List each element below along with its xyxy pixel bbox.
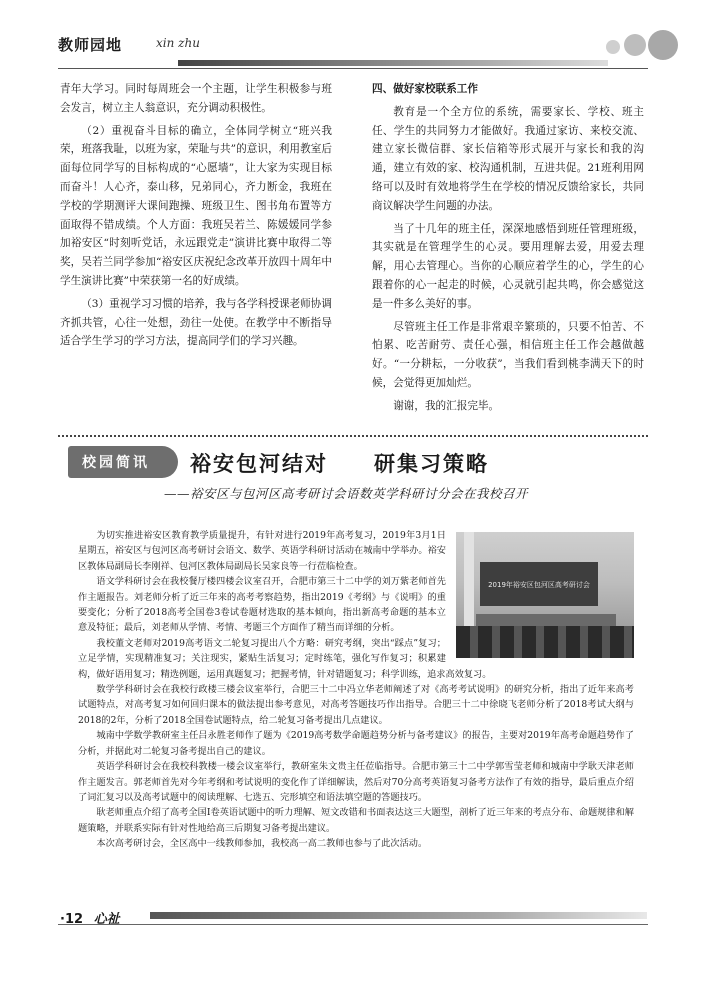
news-tag-label: 校园简讯 — [82, 455, 150, 471]
article-paragraph: （2）重视奋斗目标的确立，全体同学树立“班兴我荣，班落我耻，以班为家，荣耻与共”的意识，利用教室后面每位同学写的目标构成的“心愿墙”，让大家为实现目标而奋斗！人心齐，泰山移，兄弟同心，齐力断金，我班在学校的学期测评大课间跑操、班级卫生、图书角布置等方面取得不错成绩。个人方面：我班吴若兰、陈媛媛同学参加裕安区“时刻听党话，永远跟党走”演讲比赛中取得二等奖，吴若兰同学参加“裕安区庆祝纪念改革开放四十周年中学生演讲比赛”中荣获第一名的好成绩。 — [60, 124, 332, 287]
page-number: ·12 — [60, 912, 84, 927]
news-paragraph: 数学学科研讨会在我校行政楼三楼会议室举行，合肥三十二中冯立华老师阐述了对《高考考试说明》的研究分析，指出了近年来高考试题特点，对高考复习如何回归课本的做法提出参考意见，对高考答题技巧作出指导。合肥三十二中徐晓飞老师分析了2018考试大纲与2018的2年，分析了2018全国卷试题特点，给二轮复习备考提出几点建议。 — [78, 684, 634, 726]
news-paragraph: 英语学科研讨会在我校科教楼一楼会议室举行，教研室朱文贵主任莅临指导。合肥市第三十二中学郭雪莹老师和城南中学耿天津老师作主题发言。郭老师首先对今年考纲和考试说明的变化作了详细解读，然后对70分高考英语复习备考方法作了有效的指导，最后重点介绍了词汇复习以及高考试题中的阅读理解、七选五、完形填空和语法填空题的答题技巧。 — [78, 761, 634, 803]
article-right-column — [372, 80, 644, 420]
footer-rule — [58, 924, 648, 925]
footer-gradient-bar — [150, 912, 647, 919]
article-paragraph: 青年大学习。同时每周班会一个主题，让学生积极参与班会发言，树立主人翁意识，充分调动积极性。 — [60, 83, 332, 114]
decorative-circle — [624, 34, 646, 56]
article-paragraph: （3）重视学习习惯的培养，我与各学科授课老师协调齐抓共管，心往一处想，劲往一处使。在教学中不断指导适合学生学习的学习方法，提高同学们的学习兴趣。 — [60, 297, 332, 348]
news-paragraph: 本次高考研讨会，全区高中一线教师参加，我校高一高二教师也参与了此次活动。 — [96, 838, 428, 850]
article-paragraph: 尽管班主任工作是非常艰辛繁琐的，只要不怕苦、不怕累、吃苦耐劳、责任心强，相信班主任工作会越做越好。“一分耕耘，一分收获”，当我们看到桃李满天下的时候，会觉得更加灿烂。 — [372, 320, 644, 389]
screen-caption: 2019年裕安区包河区高考研讨会 — [488, 581, 590, 589]
article-paragraph: 谢谢，我的汇报完毕。 — [393, 399, 500, 412]
projection-screen — [480, 562, 598, 606]
news-paragraph: 为切实推进裕安区教育教学质量提升，有针对进行2019年高考复习，2019年3月1日星期五，裕安区与包河区高考研讨会语文、数学、英语学科研讨活动在城南中学举办。裕安区教体局副局长李刚祥、包河区教体局副局长吴家良等一行莅临检查。 — [78, 530, 446, 572]
section-divider — [58, 435, 648, 437]
news-section-tag — [68, 446, 178, 478]
news-body — [78, 528, 634, 852]
article-paragraph: 当了十几年的班主任，深深地感悟到班任管理班级，其实就是在管理学生的心灵。要用理解去爱，用爱去理解，用心去管理心。当你的心顺应着学生的心，学生的心跟着你的心一起走的时候，心灵就引起共鸣，你会感觉这是一件多么美好的事。 — [372, 222, 644, 310]
news-title: 裕安包河结对 研集习策略 — [190, 451, 489, 476]
magazine-name: 心祉 — [93, 912, 120, 927]
article-paragraph: 教育是一个全方位的系统，需要家长、学校、班主任、学生的共同努力才能做好。我通过家访、来校交流、建立家长微信群、家长信箱等形式展开与家长和我的沟通，建立有效的家、校沟通机制，互进共促。21班利用网络可以及时有效地将学生在学校的情况反馈给家长，共同商议解决学生问题的办法。 — [372, 105, 644, 212]
article-left-column — [60, 80, 332, 355]
photo-audience — [456, 626, 634, 658]
meeting-photo — [456, 532, 634, 658]
section-title: 教师园地 — [58, 36, 123, 54]
news-paragraph: 我校董文老师对2019高考语文二轮复习提出八个方略：研究考纲，突出“踩点”复习；立足学情，实现精准复习；关注现实，紧贴生活复习；定时练笔，强化写作复习；积累建构，做好语用复习；精选例题，运用真题复习；把握考情，针对错题复习；科学训练，追求高效复习。 — [78, 637, 492, 680]
header-gradient-bar — [178, 60, 608, 66]
news-paragraph: 耿老师重点介绍了高考全国Ⅰ卷英语试题中的听力理解、短文改错和书面表达这三大题型，剖析了近三年来的考点分布、命题规律和解题策略，并联系实际有针对性地给高三后期复习备考提出建议。 — [78, 807, 634, 834]
decorative-circle — [606, 40, 620, 54]
news-paragraph: 语文学科研讨会在我校餐厅楼四楼会议室召开，合肥市第三十二中学的刘万紫老师首先作主题报告。刘老师分析了近三年来的高考考察趋势，指出2019《考纲》与《说明》的重要变化；分析了2018高考全国卷3卷试卷题材选取的基本倾向，指出新高考命题的基本立意及特征；最后，刘老师从学情、考情、考题三个方面作了精当而详细的分析。 — [78, 576, 446, 634]
section-heading: 四、做好家校联系工作 — [372, 83, 478, 95]
page-header — [58, 30, 648, 66]
news-subtitle: ——裕安区与包河区高考研讨会语数英学科研讨分会在我校召开 — [164, 486, 529, 501]
header-rule — [58, 68, 648, 69]
news-paragraph: 城南中学数学教研室主任吕永胜老师作了题为《2019高考数学命题趋势分析与备考建议》的报告，主要对2019年高考命题趋势作了分析，并据此对二轮复习备考提出自己的建议。 — [78, 730, 634, 757]
decorative-circle — [648, 30, 678, 60]
section-pinyin: xin zhu — [156, 36, 200, 50]
